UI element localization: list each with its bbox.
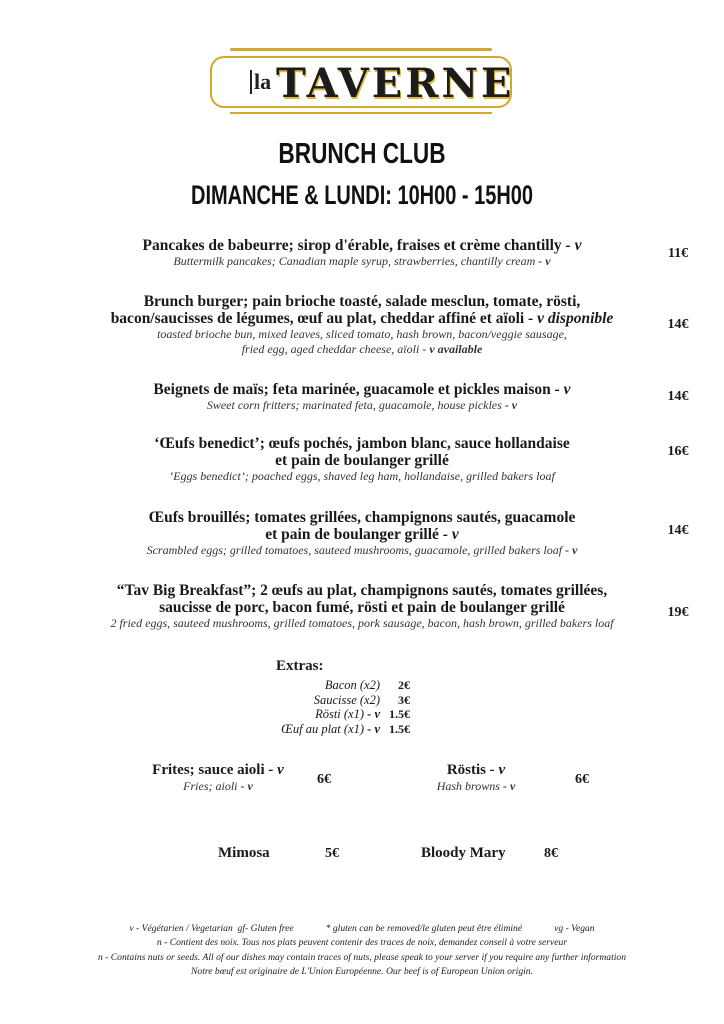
logo-ornament (230, 112, 492, 114)
item-description-text: Scrambled eggs; grilled tomatoes, sauteed mushrooms, guacamole, grilled bakers loaf (146, 543, 563, 557)
item-price: 11€ (667, 246, 689, 261)
menu-item (82, 435, 642, 484)
extra-name-text: Rösti (x1) (315, 707, 365, 722)
menu-item (82, 509, 642, 558)
item-name-line (82, 599, 642, 616)
item-description-text: Buttermilk pancakes; Canadian maple syrup, strawberries, chantilly cream (173, 254, 536, 268)
item-name-text: et pain de boulanger grillé (265, 526, 439, 543)
item-name-text: “Tav Big Breakfast”; 2 œufs au plat, champignons sautés, tomates grillées, (116, 582, 608, 599)
side-desc: Fries; aioli (183, 779, 238, 793)
taverne-logo (204, 44, 518, 116)
extra-name-text: Œuf au plat (x1) (281, 721, 365, 736)
legend-gluten-removable: * gluten can be removed/le gluten peut être éliminé (325, 923, 523, 934)
side-name: Frites; sauce aioli (152, 762, 265, 778)
beef-origin-note: Notre bœuf est originaire de L'Union Européenne. Our beef is of European Union origin. (191, 966, 533, 978)
extra-row (270, 722, 410, 737)
extra-price: 1.5€ (389, 721, 410, 736)
menu-hours: DIMANCHE & LUNDI: 10H00 - 15H00 (191, 180, 533, 210)
extra-name (270, 693, 380, 708)
item-name-line (82, 509, 642, 526)
drink-name: Bloody Mary (421, 845, 506, 861)
nuts-note-en: n - Contains nuts or seeds. All of our dishes may contain traces of nuts, please speak to your server if you require any further information (97, 951, 627, 963)
item-price: 14€ (667, 523, 689, 538)
menu-item (82, 582, 642, 631)
item-name-line (82, 452, 642, 469)
item-description-line (82, 543, 642, 558)
item-name-text: et pain de boulanger grillé (275, 452, 449, 469)
extras-title: Extras: (276, 658, 324, 674)
item-price: 14€ (667, 389, 689, 404)
item-description-text: fried egg, aged cheddar cheese, aïoli - (241, 342, 430, 356)
dietary-tag: - v (550, 381, 571, 398)
extra-name-text: Saucisse (x2) (313, 692, 380, 707)
extras-list (270, 678, 410, 736)
dietary-tag: - v (438, 526, 459, 543)
item-name-text: bacon/saucisses de légumes, œuf au plat, cheddar affiné et aïoli (110, 310, 525, 327)
item-description-line (82, 398, 642, 413)
item-price: 14€ (667, 317, 689, 332)
nuts-note-fr: n - Contient des noix. Tous nos plats peuvent contenir des traces de noix, demandez conseil à votre serveur (156, 937, 568, 949)
dietary-tag: - v (501, 398, 518, 412)
side-item (376, 762, 576, 794)
extra-row (270, 693, 410, 708)
item-name-line (82, 582, 642, 599)
drink-name: Mimosa (218, 845, 270, 861)
legend-gluten-free: gf- Gluten free (237, 923, 294, 934)
extra-name (270, 722, 380, 737)
side-price: 6€ (575, 772, 589, 787)
dietary-tag: - v (562, 543, 578, 557)
extra-row (270, 678, 410, 693)
menu-title: BRUNCH CLUB (278, 138, 446, 170)
item-description-line (82, 342, 642, 357)
item-description-line (82, 616, 642, 631)
item-name-line (82, 237, 642, 254)
side-tag: - v (264, 762, 284, 778)
item-description-line (82, 327, 642, 342)
item-description-line (82, 254, 642, 269)
menu-item (82, 293, 642, 357)
extra-name (270, 678, 380, 693)
side-tag: - v (499, 779, 516, 793)
dietary-tag: - v disponible (524, 310, 614, 327)
item-name-line (82, 293, 642, 310)
extra-name (270, 707, 380, 722)
dietary-tag: - v (561, 237, 582, 254)
item-description-text: Sweet corn fritters; marinated feta, guacamole, house pickles (206, 398, 502, 412)
extra-price: 1.5€ (389, 707, 410, 722)
logo-ornament (230, 48, 492, 51)
extra-name-text: Bacon (x2) (324, 678, 380, 692)
dietary-tag: - v (364, 721, 380, 736)
footer-notes (0, 922, 724, 980)
item-description-text: ‘Eggs benedict’; poached eggs, shaved leg ham, hollandaise, grilled bakers loaf (169, 469, 555, 483)
drink-price: 8€ (544, 846, 558, 861)
legend-vegan: vg - Vegan (554, 923, 595, 934)
item-price: 19€ (667, 605, 689, 620)
item-name-line (82, 310, 642, 327)
dietary-tag: - v (364, 707, 380, 722)
side-desc: Hash browns (436, 779, 500, 793)
item-price: 16€ (667, 444, 689, 459)
extra-price: 3€ (398, 692, 410, 707)
item-name-text: Pancakes de babeurre; sirop d'érable, fraises et crème chantilly (142, 237, 562, 254)
dietary-tag: v available (429, 342, 483, 356)
drink-price: 5€ (325, 846, 339, 861)
side-tag: - v (237, 779, 253, 793)
item-name-line (82, 435, 642, 452)
extra-price: 2€ (398, 678, 410, 692)
menu-item (82, 381, 642, 413)
side-price: 6€ (317, 772, 331, 787)
logo-prefix: la (250, 70, 271, 94)
side-item (118, 762, 318, 794)
item-description-text: 2 fried eggs, sauteed mushrooms, grilled tomatoes, pork sausage, bacon, hash brown, grilled bakers loaf (110, 616, 614, 630)
item-description-text: toasted brioche bun, mixed leaves, sliced tomato, hash brown, bacon/veggie sausage, (157, 327, 567, 341)
item-name-text: Brunch burger; pain brioche toasté, salade mesclun, tomate, rösti, (143, 293, 581, 310)
dietary-tag: - v (535, 254, 551, 268)
item-name-text: Œufs brouillés; tomates grillées, champignons sautés, guacamole (148, 509, 576, 526)
item-name-text: ‘Œufs benedict’; œufs pochés, jambon blanc, sauce hollandaise (154, 435, 570, 452)
item-name-text: Beignets de maïs; feta marinée, guacamole et pickles maison (153, 381, 551, 398)
item-name-text: saucisse de porc, bacon fumé, rösti et pain de boulanger grillé (159, 599, 565, 616)
side-name: Röstis (446, 762, 486, 778)
side-tag: - v (486, 762, 506, 778)
item-name-line (82, 381, 642, 398)
item-description-line (82, 469, 642, 484)
extra-row (270, 707, 410, 722)
menu-item (82, 237, 642, 269)
legend-vegetarian: v - Végétarien / Vegetarian (129, 923, 233, 934)
logo-word: TAVERNE (276, 60, 515, 107)
item-name-line (82, 526, 642, 543)
